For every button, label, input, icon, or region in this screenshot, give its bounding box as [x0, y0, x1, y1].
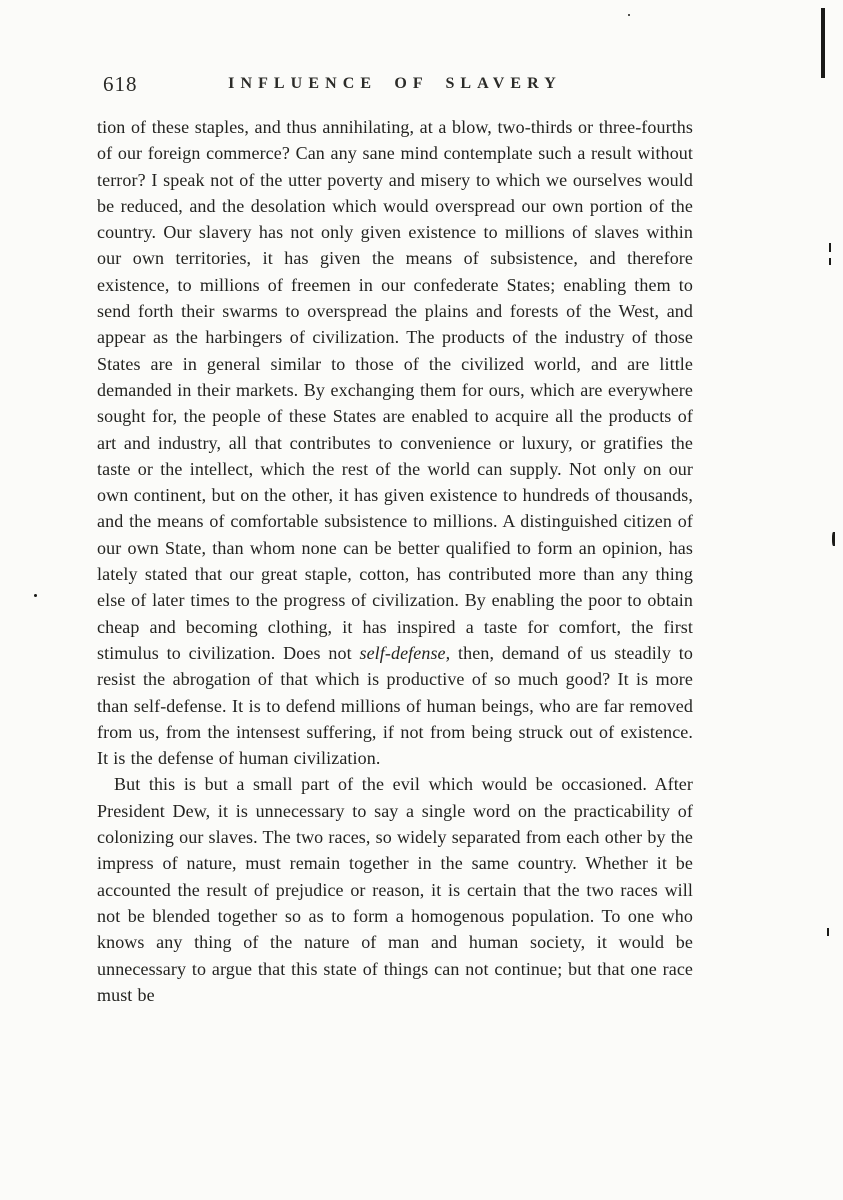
italic-text: self-defense,: [359, 642, 451, 663]
text-segment: tion of these staples, and thus annihilating, at a blow, two-thirds or three-fourths of our foreign commerce? Can any sane mind contemplate such a result without terror? I speak not of the utter poverty and misery to which we ourselves would be reduced, and the desolation which would overspread our own portion of the country. Our slavery has not only given existence to millions of slaves within our own territories, it has given the means of subsistence, and therefore existence, to millions of freemen in our confederate States; enabling them to send forth their swarms to overspread the plains and forests of the West, and appear as the harbingers of civilization. The products of the industry of those States are in general similar to those of the civilized world, and are little demanded in their markets. By exchanging them for ours, which are everywhere sought for, the people of these States are enabled to acquire all the products of art and industry, all that contributes to convenience or luxury, or gratifies the taste or the intellect, which the rest of the world can supply. Not only on our own continent, but on the other, it has given existence to hundreds of thousands, and the means of comfortable subsistence to millions. A distinguished citizen of our own State, than whom none can be better qualified to form an opinion, has lately stated that our great staple, cotton, has contributed more than any thing else of later times to the progress of civilization. By enabling the poor to obtain cheap and becoming clothing, it has inspired a taste for comfort, the first stimulus to civilization. Does not: [97, 117, 693, 663]
scan-artifact-tick: [829, 243, 831, 252]
scan-artifact-tick: [827, 928, 829, 936]
text-segment: But this is but a small part of the evil which would be occasioned. After President Dew, it is unnecessary to say a single word on the practicability of colonizing our slaves. The two races, so widely separated from each other by the impress of nature, must remain together in the same country. Whether it be accounted the result of prejudice or reason, it is certain that the two races will not be blended together so as to form a homogenous population. To one who knows any thing of the nature of man and human society, it would be unnecessary to argue that this state of things can not continue; but that one race must be: [97, 774, 693, 1005]
text-segment: then, demand of us steadily to resist the abrogation of that which is productive of so much good? It is more than self-defense. It is to defend millions of human beings, who are far removed from us, from the intensest suffering, if not from being struck out of existence. It is the defense of human civilization.: [97, 642, 693, 769]
scan-artifact-dot: [628, 14, 630, 16]
page-header: [0, 72, 843, 106]
scan-artifact-tick: [829, 258, 831, 265]
paragraph: [97, 114, 693, 771]
scan-artifact-bar: [821, 8, 825, 78]
page-number: 618: [103, 72, 138, 96]
paragraph: [97, 771, 693, 1008]
scan-artifact-mark: [832, 532, 835, 546]
scan-artifact-dot: [34, 594, 37, 597]
running-header: INFLUENCE OF SLAVERY: [228, 75, 562, 92]
body-text: [97, 114, 693, 1008]
